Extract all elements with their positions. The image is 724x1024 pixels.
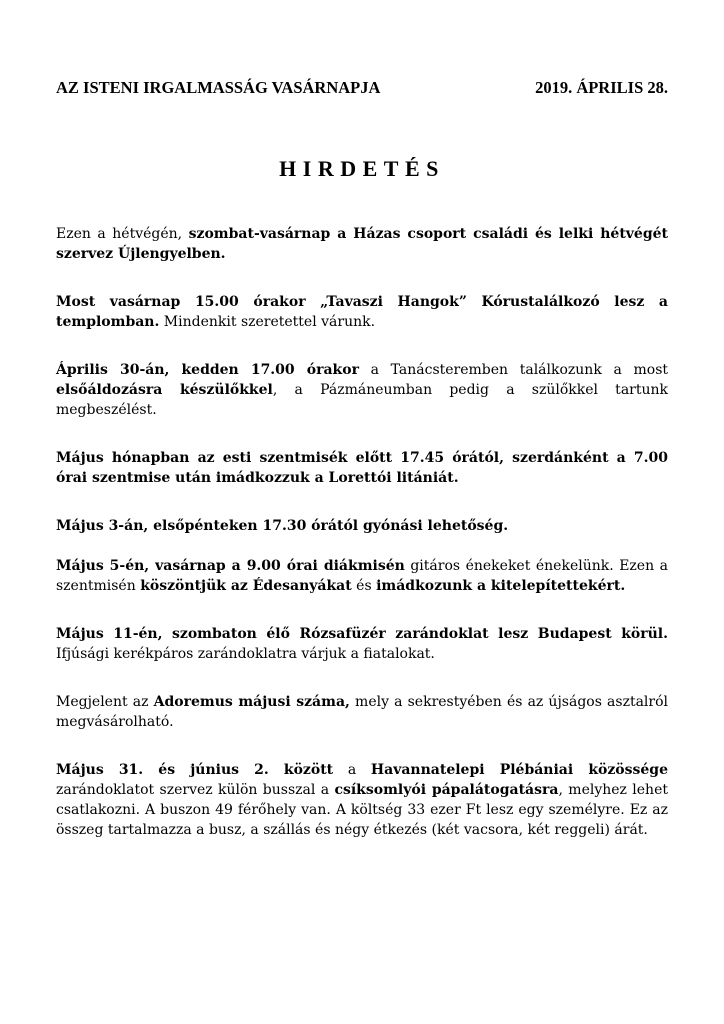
- announcement-item: [56, 292, 668, 332]
- announcement-item: [56, 224, 668, 264]
- announcement-text: zarándoklatot szervez külön busszal a: [56, 782, 335, 798]
- page-header: [56, 78, 668, 98]
- announcement-text: Ifjúsági kerékpáros zarándoklatra várjuk a fiatalokat.: [56, 646, 435, 662]
- header-date: 2019. ÁPRILIS 28.: [535, 78, 668, 97]
- announcement-item: [56, 448, 668, 488]
- announcement-text: gitáros énekeket énekelünk. Ezen a szentmisén: [56, 558, 668, 594]
- announcement-highlight: Adoremus májusi száma,: [153, 694, 350, 710]
- announcement-highlight: Május 31. és június 2. között: [56, 762, 334, 778]
- announcement-highlight: Május 3-án, elsőpénteken 17.30 órától gyónási lehetőség.: [56, 518, 509, 534]
- occasion-title: AZ ISTENI IRGALMASSÁG VASÁRNAPJA: [56, 78, 381, 97]
- announcement-highlight: Május 11-én, szombaton élő Rózsafüzér zarándoklat lesz Budapest körül.: [56, 626, 668, 642]
- announcement-highlight: Most vasárnap 15.00 órakor „Tavaszi Hangok” Kórustalálkozó lesz a templomban.: [56, 294, 668, 330]
- announcement-item: [56, 760, 668, 840]
- announcement-text: , melyhez lehet csatlakozni. A buszon 49 férőhely van. A költség 33 ezer Ft lesz egy személyre. Ez az összeg tartalmazza a busz, a szállás és négy étkezés (két vacsora, két reggeli) árát.: [56, 782, 668, 838]
- announcement-highlight: Május 5-én, vasárnap a 9.00 órai diákmisén: [56, 558, 405, 574]
- announcement-text: a Tanácsteremben találkozunk a most: [358, 362, 669, 378]
- announcement-highlight: imádkozunk a kitelepítettekért.: [376, 578, 626, 594]
- announcement-highlight: Havannatelepi Plébániai közössége: [370, 762, 669, 778]
- announcement-item: [56, 360, 668, 420]
- announcement-item: [56, 624, 668, 664]
- announcement-text: Mindenkit szeretettel várunk.: [159, 314, 376, 330]
- announcement-highlight: Május hónapban az esti szentmisék előtt 17.45 órától, szerdánként a 7.00 órai szentmise után imádkozzuk a Lorettói litániát.: [56, 450, 668, 486]
- announcement-highlight: Április 30-án, kedden 17.00 órakor: [56, 362, 359, 378]
- announcement-highlight: szombat-vasárnap a Házas csoport családi és lelki hétvégét szervez Újlengyelben.: [56, 226, 668, 262]
- announcement-item: [56, 516, 668, 536]
- announcement-text: és: [351, 578, 377, 594]
- announcement-text: Ezen a hétvégén,: [56, 226, 189, 242]
- announcement-highlight: elsőáldozásra készülőkkel: [56, 382, 273, 398]
- announcement-text: a: [333, 762, 371, 778]
- page-title: HIRDETÉS: [279, 156, 445, 181]
- announcement-highlight: csíksomlyói pápalátogatásra: [334, 782, 559, 798]
- announcement-text: Megjelent az: [56, 694, 154, 710]
- announcement-text: mely a sekrestyében és az újságos asztalról megvásárolható.: [56, 694, 668, 730]
- announcement-text: , a Pázmáneumban pedig a szülőkkel tartunk megbeszélést.: [56, 382, 668, 418]
- announcement-item: [56, 556, 668, 596]
- announcement-highlight: köszöntjük az Édesanyákat: [140, 578, 352, 594]
- announcement-item: [56, 692, 668, 732]
- announcements-list: [56, 224, 668, 868]
